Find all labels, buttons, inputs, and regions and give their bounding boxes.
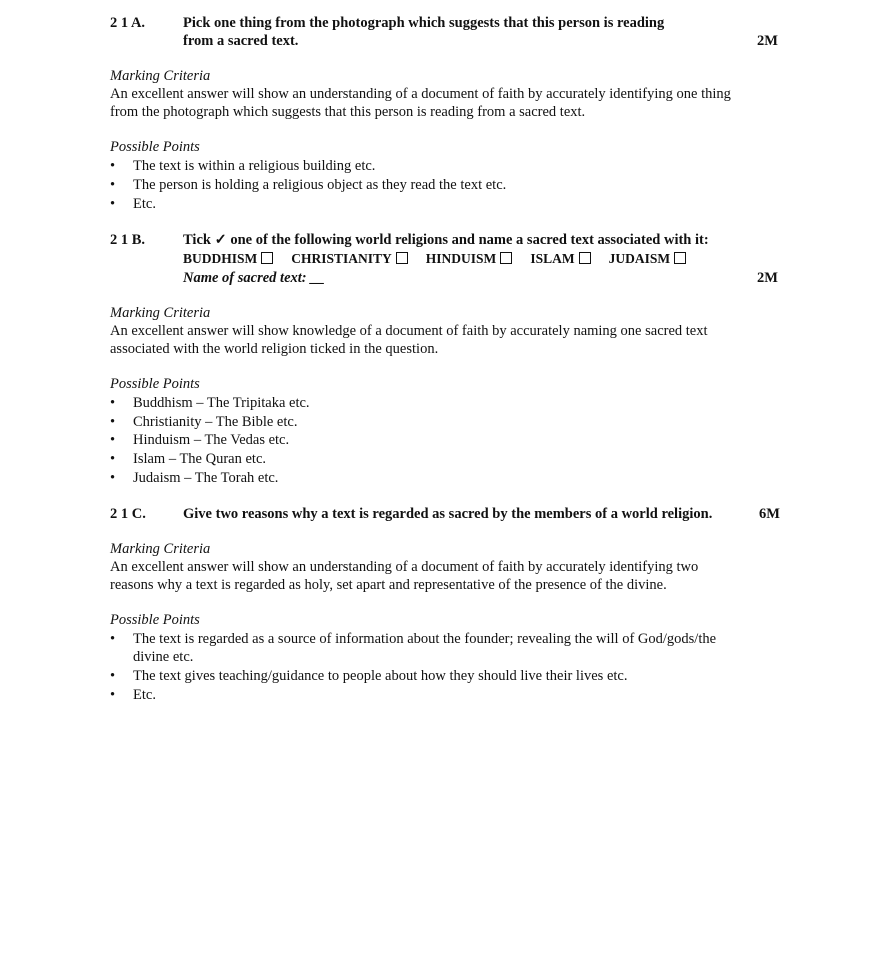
list-item: Hinduism – The Vedas etc.	[133, 432, 290, 448]
question-number: 2 1 C.	[110, 506, 146, 522]
marking-criteria-text: associated with the world religion ticked in the question.	[110, 341, 439, 357]
sacred-text-name-field: Name of sacred text: __	[183, 270, 325, 286]
list-item: The text is within a religious building etc.	[133, 158, 376, 174]
question-text: Pick one thing from the photograph which suggests that this person is reading	[183, 15, 665, 31]
religion-option	[183, 250, 273, 268]
marking-criteria-heading: Marking Criteria	[110, 305, 211, 321]
bullet-icon: •	[110, 631, 116, 647]
religion-label: ISLAM	[530, 251, 575, 266]
marking-criteria-heading: Marking Criteria	[110, 541, 211, 557]
religion-options	[183, 250, 704, 268]
bullet-icon: •	[110, 451, 116, 467]
marking-criteria-text: from the photograph which suggests that this person is reading from a sacred text.	[110, 104, 586, 120]
religion-option	[609, 250, 687, 268]
marks-allocation: 2M	[757, 270, 778, 286]
bullet-icon: •	[110, 414, 116, 430]
bullet-icon: •	[110, 395, 116, 411]
marking-criteria-text: An excellent answer will show knowledge of a document of faith by accurately naming one sacred text	[110, 323, 708, 339]
marking-criteria-text: An excellent answer will show an understanding of a document of faith by accurately identifying one thing	[110, 86, 731, 102]
marking-criteria-heading: Marking Criteria	[110, 68, 211, 84]
bullet-icon: •	[110, 158, 116, 174]
list-item: The text gives teaching/guidance to people about how they should live their lives etc.	[133, 668, 628, 684]
religion-option	[291, 250, 408, 268]
checkbox-icon[interactable]	[579, 252, 591, 264]
possible-points-heading: Possible Points	[110, 612, 200, 628]
list-item: Etc.	[133, 196, 156, 212]
list-item: The text is regarded as a source of information about the founder; revealing the will of God/gods/the	[133, 631, 717, 647]
possible-points-heading: Possible Points	[110, 139, 200, 155]
list-item: Buddhism – The Tripitaka etc.	[133, 395, 310, 411]
marking-criteria-text: An excellent answer will show an understanding of a document of faith by accurately identifying two	[110, 559, 699, 575]
checkbox-icon[interactable]	[396, 252, 408, 264]
question-text: Give two reasons why a text is regarded as sacred by the members of a world religion.	[183, 506, 713, 522]
list-item: Christianity – The Bible etc.	[133, 414, 298, 430]
religion-option	[426, 250, 513, 268]
bullet-icon: •	[110, 432, 116, 448]
bullet-icon: •	[110, 668, 116, 684]
religion-label: JUDAISM	[608, 251, 671, 266]
checkbox-icon[interactable]	[261, 252, 273, 264]
question-number: 2 1 B.	[110, 232, 146, 248]
bullet-icon: •	[110, 177, 116, 193]
list-item: Judaism – The Torah etc.	[133, 470, 279, 486]
marks-allocation: 6M	[759, 506, 780, 522]
religion-label: BUDDHISM	[183, 251, 258, 266]
list-item: Islam – The Quran etc.	[133, 451, 267, 467]
possible-points-heading: Possible Points	[110, 376, 200, 392]
checkbox-icon[interactable]	[500, 252, 512, 264]
bullet-icon: •	[110, 470, 116, 486]
religion-option	[530, 250, 590, 268]
marks-allocation: 2M	[757, 33, 778, 49]
list-item: Etc.	[133, 687, 156, 703]
religion-label: CHRISTIANITY	[291, 251, 392, 266]
religion-label: HINDUISM	[425, 251, 497, 266]
question-text: from a sacred text.	[183, 33, 299, 49]
question-text: Tick ✓ one of the following world religions and name a sacred text associated with it:	[183, 232, 709, 248]
bullet-icon: •	[110, 687, 116, 703]
bullet-icon: •	[110, 196, 116, 212]
checkbox-icon[interactable]	[674, 252, 686, 264]
list-item-continuation: divine etc.	[133, 649, 194, 665]
marking-criteria-text: reasons why a text is regarded as holy, set apart and representative of the presence of the divine.	[110, 577, 667, 593]
list-item: The person is holding a religious object as they read the text etc.	[133, 177, 507, 193]
question-number: 2 1 A.	[110, 15, 146, 31]
